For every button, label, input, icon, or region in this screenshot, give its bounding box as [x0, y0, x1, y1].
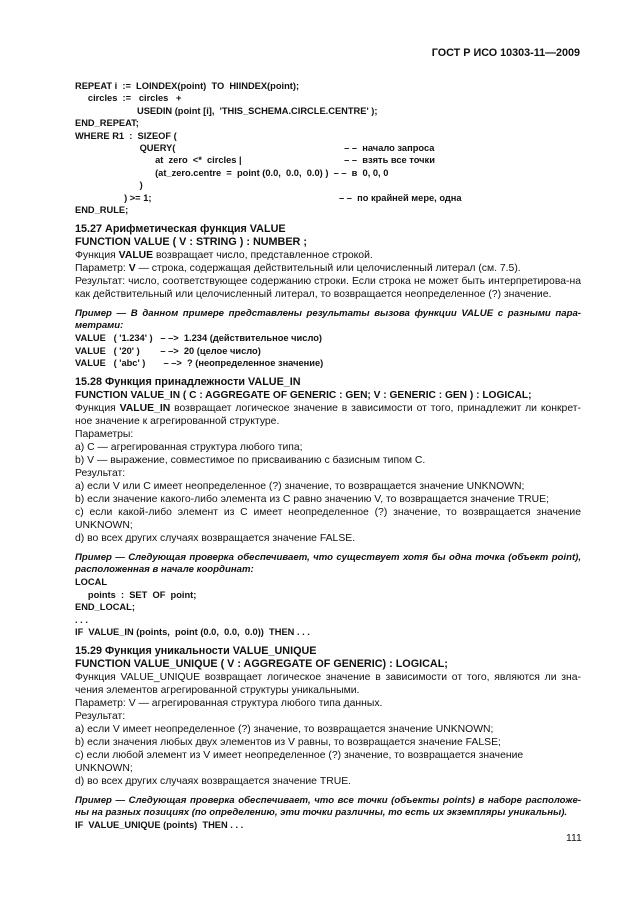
code-line — [75, 192, 581, 204]
code-line — [75, 142, 581, 154]
list-item: d) во всех других случаях возвращается значение TRUE. — [75, 776, 352, 788]
document-header: ГОСТ Р ИСО 10303-11—2009 — [431, 47, 580, 59]
keyword: VALUE_IN — [119, 403, 171, 415]
code-text: ) >= 1; — [75, 192, 152, 203]
code-line: points : SET OF point; — [75, 589, 197, 600]
code-line: LOCAL — [75, 577, 108, 588]
code-text: QUERY( — [75, 142, 176, 153]
code-line: . . . — [75, 614, 88, 625]
section-title-15-27: 15.27 Арифметическая функция VALUE — [75, 223, 286, 236]
function-signature: FUNCTION VALUE ( V : STRING ) : NUMBER ; — [75, 236, 307, 249]
code-text: (at_zero.centre = point (0.0, 0.0, 0.0) ) – – в 0, 0, 0 — [75, 167, 389, 178]
code-line — [75, 117, 581, 129]
paragraph: Параметр: V — агрегированная структура любого типа данных. — [75, 698, 383, 710]
code-line — [75, 204, 581, 216]
code-line — [75, 105, 581, 117]
keyword: VALUE — [118, 250, 154, 262]
list-item: b) V — выражение, совместимое по присваиванию с базисным типом C. — [75, 455, 426, 467]
keyword: V — [128, 263, 136, 275]
code-line: VALUE ( '20' ) – –> 20 (целое число) — [75, 345, 261, 356]
list-item: d) во всех других случаях возвращается значение FALSE. — [75, 533, 356, 545]
list-item: b) если значение какого-либо элемента из C равно значению V, то возвращается значение TRUE; — [75, 494, 549, 506]
code-block-value-in — [75, 576, 581, 638]
code-line: VALUE ( 'abc' ) – –> ? (неопределенное значение) — [75, 358, 324, 369]
text: возвращает число, представленное строкой. — [153, 250, 373, 262]
page-number: 111 — [566, 833, 582, 844]
page-content — [75, 80, 581, 832]
text: Параметр: — [75, 263, 129, 275]
code-block-value-unique — [75, 819, 581, 831]
text: Функция — [75, 250, 119, 262]
paragraph: Результат: — [75, 468, 126, 480]
code-line: IF VALUE_UNIQUE (points) THEN . . . — [75, 820, 244, 831]
code-text: END_REPEAT; — [75, 118, 139, 129]
code-text: circles := circles + — [75, 93, 182, 104]
code-comment: – – начало запроса — [339, 142, 435, 153]
code-line — [75, 179, 581, 191]
text: возвращает логическое значение в зависимости от того, принадлежит ли конкрет-ное значение к агрегированной структуре. — [75, 403, 581, 428]
code-line — [75, 92, 581, 104]
paragraph — [75, 249, 581, 262]
code-block-value — [75, 332, 581, 369]
list-item: a) если V или C имеет неопределенное (?) значение, то возвращается значение UNKNOWN; — [75, 481, 525, 493]
paragraph: Параметры: — [75, 429, 134, 441]
code-line: END_LOCAL; — [75, 602, 135, 613]
code-block-rule — [75, 80, 581, 216]
section-title-15-28: 15.28 Функция принадлежности VALUE_IN — [75, 376, 301, 389]
list-item: c) если какой-либо элемент из C имеет неопределенное (?) значение, то возвращается значение UNKNOWN; — [75, 507, 581, 532]
code-comment: – – по крайней мере, одна — [339, 192, 462, 203]
code-text: WHERE R1 : SIZEOF ( — [75, 130, 177, 141]
list-item: a) C — агрегированная структура любого типа; — [75, 442, 303, 454]
paragraph: Результат: число, соответствующее содержанию строки. Если строка не может быть интерпретирова-на как действительный или целочисленный литерал, то возвращается неопределенное (?) значение. — [75, 276, 581, 301]
text: — строка, содержащая действительный или целочисленный литерал (см. 7.5). — [135, 263, 521, 275]
list-item: a) если V имеет неопределенное (?) значение, то возвращается значение UNKNOWN; — [75, 724, 494, 736]
code-text: END_RULE; — [75, 204, 129, 215]
code-text: REPEAT i := LOINDEX(point) TO HIINDEX(point); — [75, 81, 300, 91]
example-note: Пример — В данном примере представлены результаты вызова функции VALUE с разными пара-метрами: — [75, 308, 581, 332]
code-comment: – – взять все точки — [339, 155, 435, 166]
paragraph — [75, 402, 581, 428]
list-item: c) если любой элемент из V имеет неопределенное (?) значение, то возвращается значение UNKNOWN; — [75, 750, 524, 775]
code-text: USEDIN (point [i], 'THIS_SCHEMA.CIRCLE.CENTRE' ); — [75, 105, 378, 116]
paragraph: Результат: — [75, 711, 126, 723]
code-text: ) — [75, 180, 143, 191]
list-item: b) если значения любых двух элементов из V равны, то возвращается значение FALSE; — [75, 737, 501, 749]
function-signature: FUNCTION VALUE_UNIQUE ( V : AGGREGATE OF GENERIC) : LOGICAL; — [75, 658, 448, 671]
code-text: at zero <* circles | — [75, 155, 242, 166]
code-line — [75, 154, 581, 166]
example-note: Пример — Следующая проверка обеспечивает, что существует хотя бы одна точка (объект point), расположенная в начале координат: — [75, 552, 581, 576]
function-signature: FUNCTION VALUE_IN ( C : AGGREGATE OF GENERIC : GEN; V : GENERIC : GEN ) : LOGICAL; — [75, 390, 532, 402]
code-line — [75, 167, 581, 179]
code-line: VALUE ( '1.234' ) – –> 1.234 (действительное число) — [75, 333, 322, 344]
section-title-15-29: 15.29 Функция уникальности VALUE_UNIQUE — [75, 645, 317, 658]
paragraph — [75, 262, 581, 275]
text: Функция — [75, 403, 120, 415]
code-line — [75, 80, 581, 92]
code-line — [75, 130, 581, 142]
example-note: Пример — Следующая проверка обеспечивает, что все точки (объекты points) в наборе расположе-ны на разных позициях (по определению, эти точки различны, то есть их экземпляры уникальны). — [75, 795, 581, 819]
code-line: IF VALUE_IN (points, point (0.0, 0.0, 0.0)) THEN . . . — [75, 627, 310, 638]
paragraph: Функция VALUE_UNIQUE возвращает логическое значение в зависимости от того, являются ли зна-чения элементов агрегированной структуры уникальными. — [75, 672, 581, 697]
